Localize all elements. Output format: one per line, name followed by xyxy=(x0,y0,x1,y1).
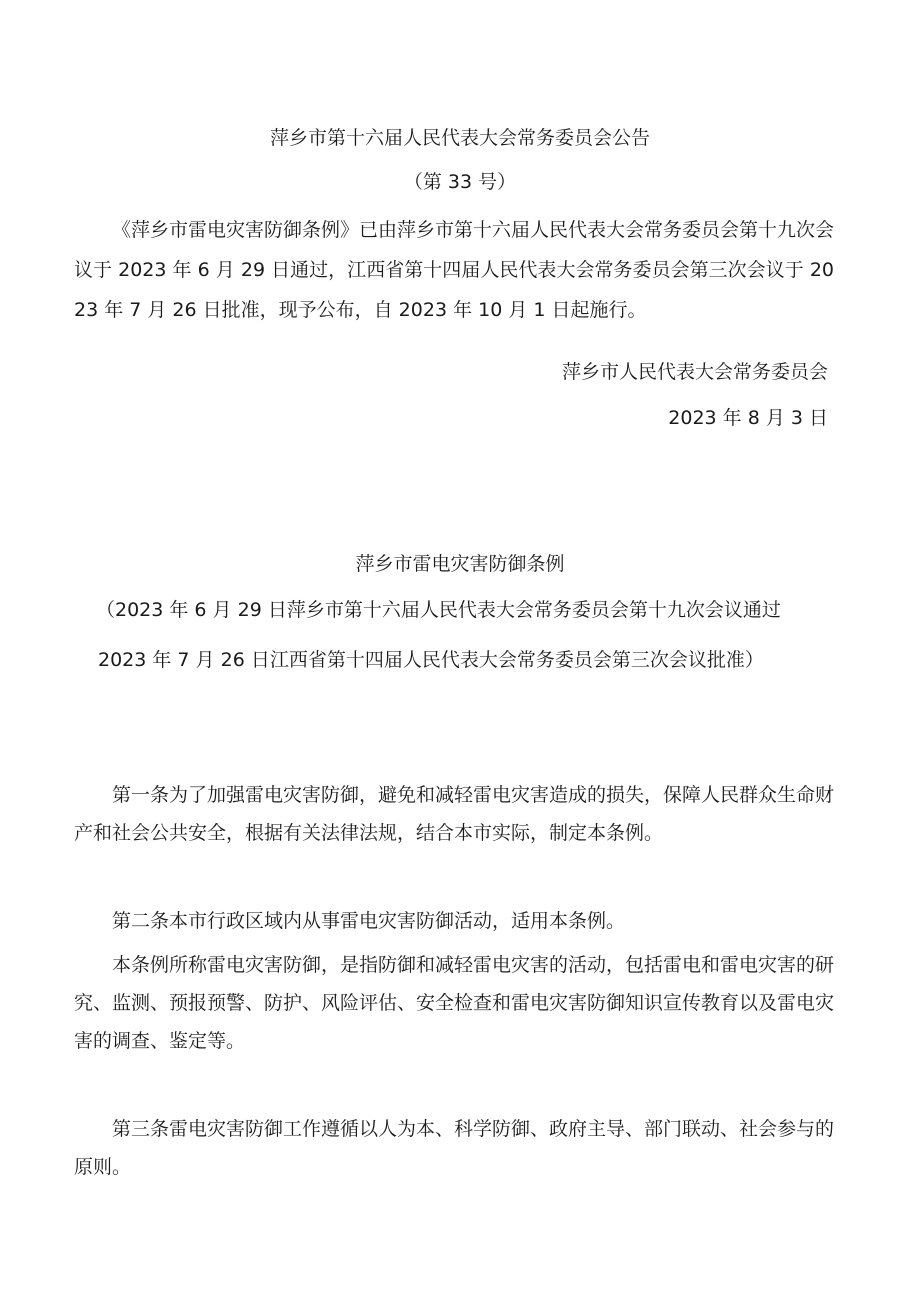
regulation-title: 萍乡市雷电灾害防御条例 xyxy=(355,553,565,575)
regulation-note-line1: （2023 年 6 月 29 日萍乡市第十六届人民代表大会常务委员会第十九次会议通过 xyxy=(96,599,781,621)
article-2: 第二条本市行政区域内从事雷电灾害防御活动，适用本条例。 xyxy=(112,910,626,932)
article-1: 第一条为了加强雷电灾害防御，避免和减轻雷电灾害造成的损失，保障人民群众生命财产和社会公共安全，根据有关法律法规，结合本市实际，制定本条例。 xyxy=(74,784,835,844)
article-2-paragraph-2: 本条例所称雷电灾害防御，是指防御和减轻雷电灾害的活动，包括雷电和雷电灾害的研究、监测、预报预警、防护、风险评估、安全检查和雷电灾害防御知识宣传教育以及雷电灾害的调查、鉴定等。 xyxy=(74,954,835,1052)
announcement-number: （第 33 号） xyxy=(403,171,517,193)
issuer-signature: 萍乡市人民代表大会常务委员会 xyxy=(561,361,828,383)
article-3: 第三条雷电灾害防御工作遵循以人为本、科学防御、政府主导、部门联动、社会参与的原则。 xyxy=(74,1118,835,1178)
announcement-title: 萍乡市第十六届人民代表大会常务委员会公告 xyxy=(269,127,650,149)
announcement-body: 《萍乡市雷电灾害防御条例》已由萍乡市第十六届人民代表大会常务委员会第十九次会议于 2023 年 6 月 29 日通过，江西省第十四届人民代表大会常务委员会第三次会议于 2023 年 7 月 26 日批准，现予公布，自 2023 年 10 月 1 日起施行。 xyxy=(74,219,835,321)
regulation-note-line2: 2023 年 7 月 26 日江西省第十四届人民代表大会常务委员会第三次会议批准） xyxy=(98,649,764,671)
announcement-date: 2023 年 8 月 3 日 xyxy=(668,407,828,429)
